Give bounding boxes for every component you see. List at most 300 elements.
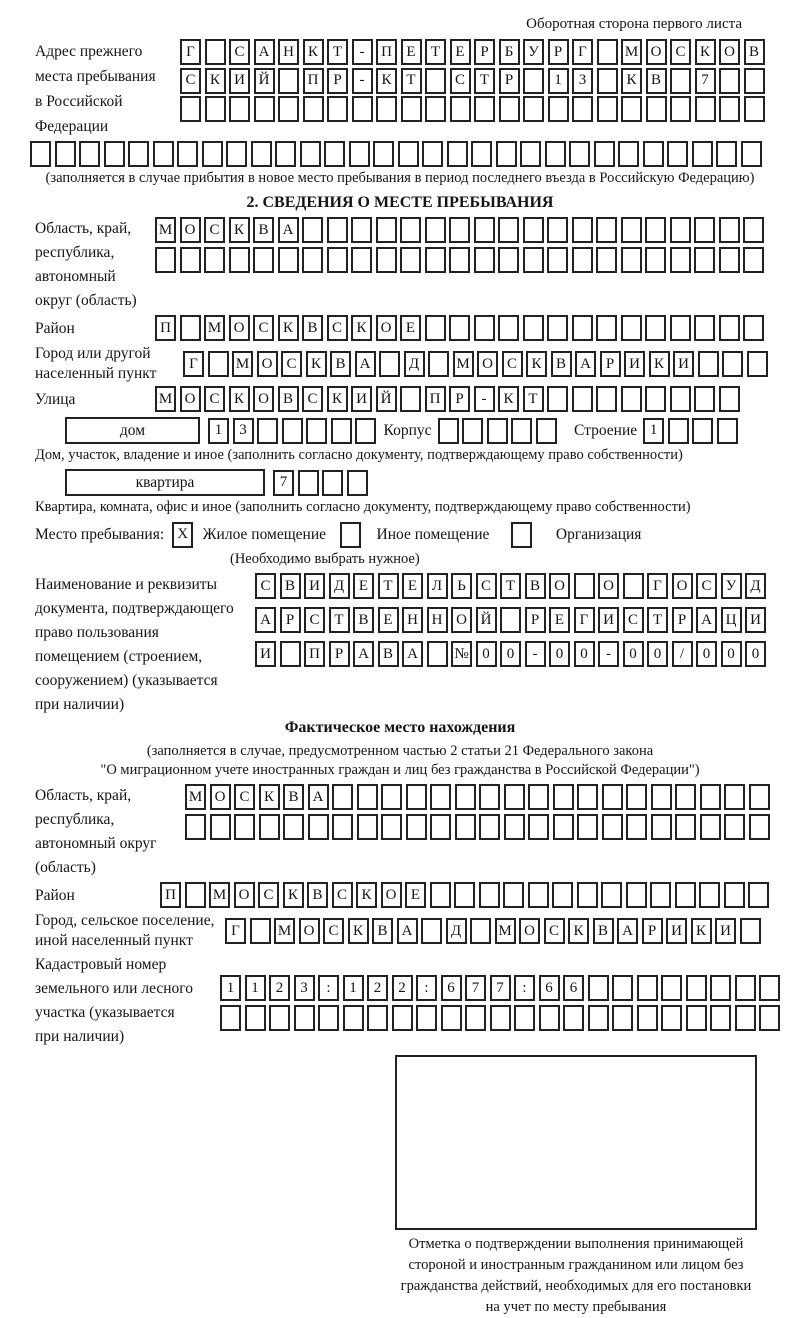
char-cell (229, 96, 250, 122)
document-rows (255, 573, 770, 675)
char-cell (234, 814, 255, 840)
char-cell (449, 217, 470, 243)
char-cell: Р (525, 607, 546, 633)
apartment-caption: Квартира, комната, офис и иное (заполнить согласно документу, подтверждающему право собственности) (35, 499, 691, 515)
char-cell: Т (329, 607, 350, 633)
char-cell: 3 (233, 418, 254, 444)
char-cell (596, 247, 617, 273)
char-cell: М (204, 315, 225, 341)
char-cell: О (477, 351, 498, 377)
char-cell: А (308, 784, 329, 810)
char-cell (205, 39, 226, 65)
char-cell (30, 141, 51, 167)
char-cell (416, 1005, 437, 1031)
char-cell: 2 (269, 975, 290, 1001)
char-cell (421, 918, 442, 944)
char-cell: К (691, 918, 712, 944)
char-cell: Л (427, 573, 448, 599)
char-cell: Г (225, 918, 246, 944)
char-cell: 0 (721, 641, 742, 667)
char-cell: В (307, 882, 328, 908)
char-cell: П (376, 39, 397, 65)
char-cell: Т (378, 573, 399, 599)
char-cell: 1 (548, 68, 569, 94)
char-cell: О (257, 351, 278, 377)
actual-region-label: Область, край, республика, автономный округ (область) (35, 787, 157, 876)
char-cell: В (744, 39, 765, 65)
char-cell (523, 217, 544, 243)
char-cell: О (180, 217, 201, 243)
char-cell (269, 1005, 290, 1031)
char-cell (479, 784, 500, 810)
char-cell: О (180, 386, 201, 412)
checkbox-inoe (340, 522, 365, 548)
char-cell: 6 (539, 975, 560, 1001)
char-cell (398, 141, 419, 167)
char-cell (318, 1005, 339, 1031)
char-cell: : (514, 975, 535, 1001)
char-cell: 0 (549, 641, 570, 667)
char-cell (623, 573, 644, 599)
city-label: Город или другой населенный пункт (35, 345, 157, 382)
char-cell: К (229, 217, 250, 243)
char-cell (511, 418, 532, 444)
char-row (180, 39, 768, 65)
char-cell (626, 882, 647, 908)
char-cell (367, 1005, 388, 1031)
char-cell (406, 814, 427, 840)
char-cell (523, 96, 544, 122)
char-cell (759, 1005, 780, 1031)
char-cell (303, 96, 324, 122)
char-cell: А (696, 607, 717, 633)
char-cell (381, 814, 402, 840)
char-cell (500, 607, 521, 633)
char-cell: Е (405, 882, 426, 908)
char-cell: Р (548, 39, 569, 65)
char-cell: Н (278, 39, 299, 65)
char-cell: 7 (465, 975, 486, 1001)
char-cell (735, 1005, 756, 1031)
char-cell (618, 141, 639, 167)
char-cell: Т (425, 39, 446, 65)
char-cell (572, 217, 593, 243)
district-row (35, 315, 800, 342)
char-cell (351, 217, 372, 243)
char-cell (400, 386, 421, 412)
char-cell (743, 247, 764, 273)
char-cell: И (255, 641, 276, 667)
korpus-label: Корпус (383, 422, 432, 439)
char-cell (670, 217, 691, 243)
char-cell (710, 1005, 731, 1031)
char-cell: С (234, 784, 255, 810)
prev-address-rows (180, 39, 768, 125)
char-cell (455, 784, 476, 810)
option-label-zhiloe: Жилое помещение (202, 526, 327, 543)
char-cell: В (525, 573, 546, 599)
region-block (35, 217, 800, 313)
char-cell (282, 418, 303, 444)
actual-caption-2: "О миграционном учете иностранных граждан и лиц без гражданства в Российской Федерации") (100, 762, 700, 778)
char-cell (572, 386, 593, 412)
char-cell: 7 (695, 68, 716, 94)
page-header-note: Оборотная сторона первого листа (526, 16, 742, 32)
char-cell (465, 1005, 486, 1031)
char-cell: Е (402, 573, 423, 599)
document-block (35, 573, 800, 717)
char-cell (275, 141, 296, 167)
char-cell (474, 247, 495, 273)
district-label: Район (35, 320, 75, 337)
char-cell: М (155, 217, 176, 243)
char-cell: М (453, 351, 474, 377)
char-cell: О (210, 784, 231, 810)
char-cell: А (397, 918, 418, 944)
char-cell: П (160, 882, 181, 908)
cadastral-rows (220, 975, 784, 1035)
char-cell (474, 217, 495, 243)
char-cell (744, 68, 765, 94)
char-cell: Р (642, 918, 663, 944)
char-cell: А (575, 351, 596, 377)
char-cell (226, 141, 247, 167)
char-cell: Б (499, 39, 520, 65)
char-cell: С (180, 68, 201, 94)
char-cell: Р (449, 386, 470, 412)
char-cell: К (621, 68, 642, 94)
char-row (180, 68, 768, 94)
char-cell (694, 315, 715, 341)
char-cell (594, 141, 615, 167)
char-cell: Т (327, 39, 348, 65)
char-cell (400, 217, 421, 243)
char-cell (601, 882, 622, 908)
char-cell (650, 882, 671, 908)
prev-address-overflow-row (30, 141, 800, 167)
char-cell: И (715, 918, 736, 944)
char-cell: С (323, 918, 344, 944)
char-cell: М (495, 918, 516, 944)
char-cell (651, 814, 672, 840)
char-cell (373, 141, 394, 167)
char-cell: Р (329, 641, 350, 667)
region-rows (155, 217, 768, 277)
char-cell: К (259, 784, 280, 810)
char-cell (155, 247, 176, 273)
house-type-box: дом (65, 417, 200, 444)
char-row (183, 351, 771, 377)
char-cell: Г (574, 607, 595, 633)
char-cell (498, 315, 519, 341)
house-caption: Дом, участок, владение и иное (заполнить согласно документу, подтверждающему право собственности) (35, 447, 683, 463)
char-cell (552, 882, 573, 908)
char-cell (744, 96, 765, 122)
char-cell (298, 470, 319, 496)
char-cell: И (229, 68, 250, 94)
char-cell (425, 217, 446, 243)
char-cell: - (598, 641, 619, 667)
char-cell (498, 247, 519, 273)
char-cell (692, 418, 713, 444)
char-cell (430, 814, 451, 840)
char-cell (514, 1005, 535, 1031)
char-cell: Е (378, 607, 399, 633)
char-cell (253, 247, 274, 273)
city-row (35, 344, 800, 384)
char-cell (694, 386, 715, 412)
char-cell: К (303, 39, 324, 65)
char-cell (596, 315, 617, 341)
stay-type-label: Место пребывания: (35, 526, 165, 543)
char-cell: С (623, 607, 644, 633)
actual-district-label: Район (35, 887, 75, 904)
char-cell: С (255, 573, 276, 599)
char-cell: И (351, 386, 372, 412)
char-cell: И (745, 607, 766, 633)
char-cell (668, 418, 689, 444)
char-cell (520, 141, 541, 167)
char-cell (637, 1005, 658, 1031)
char-cell (504, 814, 525, 840)
char-cell: 2 (392, 975, 413, 1001)
char-cell (205, 96, 226, 122)
char-cell (548, 96, 569, 122)
char-cell (563, 1005, 584, 1031)
char-cell (498, 217, 519, 243)
char-cell (621, 315, 642, 341)
char-cell (177, 141, 198, 167)
char-cell (694, 217, 715, 243)
char-cell: К (695, 39, 716, 65)
char-cell: К (278, 315, 299, 341)
char-cell (574, 573, 595, 599)
char-cell: С (253, 315, 274, 341)
char-cell (449, 247, 470, 273)
char-cell (425, 96, 446, 122)
char-cell (724, 784, 745, 810)
char-cell: С (281, 351, 302, 377)
char-cell: Т (647, 607, 668, 633)
char-cell (749, 814, 770, 840)
char-cell (499, 96, 520, 122)
char-cell: - (525, 641, 546, 667)
char-cell (425, 315, 446, 341)
char-cell (759, 975, 780, 1001)
char-cell (645, 386, 666, 412)
char-row (185, 814, 773, 840)
char-cell (597, 39, 618, 65)
char-cell: К (356, 882, 377, 908)
char-cell: 3 (294, 975, 315, 1001)
char-cell (699, 882, 720, 908)
char-cell: С (302, 386, 323, 412)
char-cell: О (549, 573, 570, 599)
char-cell (430, 784, 451, 810)
char-cell (572, 247, 593, 273)
char-cell (455, 814, 476, 840)
char-cell (670, 68, 691, 94)
char-cell: Т (500, 573, 521, 599)
char-cell (719, 68, 740, 94)
cadastral-block (35, 953, 800, 1049)
char-cell (347, 470, 368, 496)
char-cell (749, 784, 770, 810)
char-cell: Н (427, 607, 448, 633)
char-cell (322, 470, 343, 496)
char-cell: К (306, 351, 327, 377)
char-cell (428, 351, 449, 377)
char-cell (626, 784, 647, 810)
char-cell (643, 141, 664, 167)
char-row (155, 217, 768, 243)
char-cell (719, 386, 740, 412)
char-cell: № (451, 641, 472, 667)
char-cell: М (232, 351, 253, 377)
char-cell (104, 141, 125, 167)
section2-title: 2. СВЕДЕНИЯ О МЕСТЕ ПРЕБЫВАНИЯ (246, 194, 554, 211)
char-cell: У (721, 573, 742, 599)
char-cell (379, 351, 400, 377)
char-cell (698, 351, 719, 377)
char-cell (357, 784, 378, 810)
char-cell (536, 418, 557, 444)
char-cell (588, 975, 609, 1001)
char-cell: А (355, 351, 376, 377)
char-cell: М (209, 882, 230, 908)
actual-city-label: Город, сельское поселение, иной населенный пункт (35, 912, 215, 949)
char-cell (479, 814, 500, 840)
char-cell (454, 882, 475, 908)
char-cell (621, 96, 642, 122)
char-cell (357, 814, 378, 840)
char-cell (547, 315, 568, 341)
char-cell (327, 247, 348, 273)
char-cell: Р (499, 68, 520, 94)
char-cell (547, 386, 568, 412)
stroenie-cells (643, 418, 741, 444)
char-cell (504, 784, 525, 810)
char-cell: В (551, 351, 572, 377)
char-cell (128, 141, 149, 167)
char-cell: С (544, 918, 565, 944)
char-cell (741, 141, 762, 167)
char-cell: В (593, 918, 614, 944)
apartment-type-box: квартира (65, 469, 265, 496)
char-cell (621, 217, 642, 243)
char-cell: Г (183, 351, 204, 377)
char-cell (327, 217, 348, 243)
char-cell (572, 96, 593, 122)
char-cell (308, 814, 329, 840)
char-cell: О (253, 386, 274, 412)
stay-type-caption: (Необходимо выбрать нужное) (230, 551, 420, 567)
char-cell (588, 1005, 609, 1031)
char-cell (661, 1005, 682, 1031)
char-cell: О (519, 918, 540, 944)
house-number-cells (208, 418, 380, 444)
char-cell: О (299, 918, 320, 944)
char-cell (79, 141, 100, 167)
char-cell (343, 1005, 364, 1031)
char-cell (695, 96, 716, 122)
char-row (155, 315, 768, 341)
char-cell: А (353, 641, 374, 667)
char-cell (471, 141, 492, 167)
char-cell (670, 315, 691, 341)
char-cell (351, 247, 372, 273)
char-cell (719, 96, 740, 122)
char-cell: В (646, 68, 667, 94)
char-cell (332, 814, 353, 840)
char-cell (449, 315, 470, 341)
char-cell: Г (572, 39, 593, 65)
char-cell (686, 1005, 707, 1031)
char-cell: К (498, 386, 519, 412)
char-cell: О (598, 573, 619, 599)
char-cell (528, 882, 549, 908)
apartment-number-cells (273, 470, 371, 496)
char-cell: Р (280, 607, 301, 633)
char-cell: Е (401, 39, 422, 65)
char-cell: - (352, 39, 373, 65)
char-cell: С (258, 882, 279, 908)
apartment-row (65, 469, 800, 496)
char-cell: Р (474, 39, 495, 65)
char-cell: 0 (696, 641, 717, 667)
char-cell (496, 141, 517, 167)
char-cell: А (254, 39, 275, 65)
char-cell (740, 918, 761, 944)
char-cell (294, 1005, 315, 1031)
char-cell: С (332, 882, 353, 908)
char-cell (220, 1005, 241, 1031)
char-cell (612, 1005, 633, 1031)
prev-address-label: Адрес прежнего места пребывания в Российской Федерации (35, 43, 156, 135)
option-label-inoe: Иное помещение (376, 526, 490, 543)
region-label: Область, край, республика, автономный округ (область) (35, 220, 137, 309)
char-cell (332, 784, 353, 810)
char-cell: О (376, 315, 397, 341)
char-cell (743, 217, 764, 243)
char-cell (503, 882, 524, 908)
char-cell: М (274, 918, 295, 944)
char-cell (612, 975, 633, 1001)
char-cell (675, 814, 696, 840)
char-cell: : (318, 975, 339, 1001)
char-cell: Ц (721, 607, 742, 633)
char-cell: О (451, 607, 472, 633)
char-cell: К (568, 918, 589, 944)
char-cell: Т (401, 68, 422, 94)
char-cell (716, 141, 737, 167)
char-row (225, 918, 764, 944)
char-cell: Р (327, 68, 348, 94)
char-cell (340, 522, 361, 548)
char-cell: К (283, 882, 304, 908)
char-cell (602, 814, 623, 840)
char-cell (621, 386, 642, 412)
char-cell (153, 141, 174, 167)
char-cell (355, 418, 376, 444)
char-cell: С (502, 351, 523, 377)
prev-address-caption: (заполняется в случае прибытия в новое место пребывания в период последнего въезда в Российскую Федерацию) (45, 170, 755, 186)
char-cell: С (450, 68, 471, 94)
char-cell (670, 386, 691, 412)
char-cell (621, 247, 642, 273)
actual-region-rows (185, 784, 773, 844)
char-cell: С (229, 39, 250, 65)
